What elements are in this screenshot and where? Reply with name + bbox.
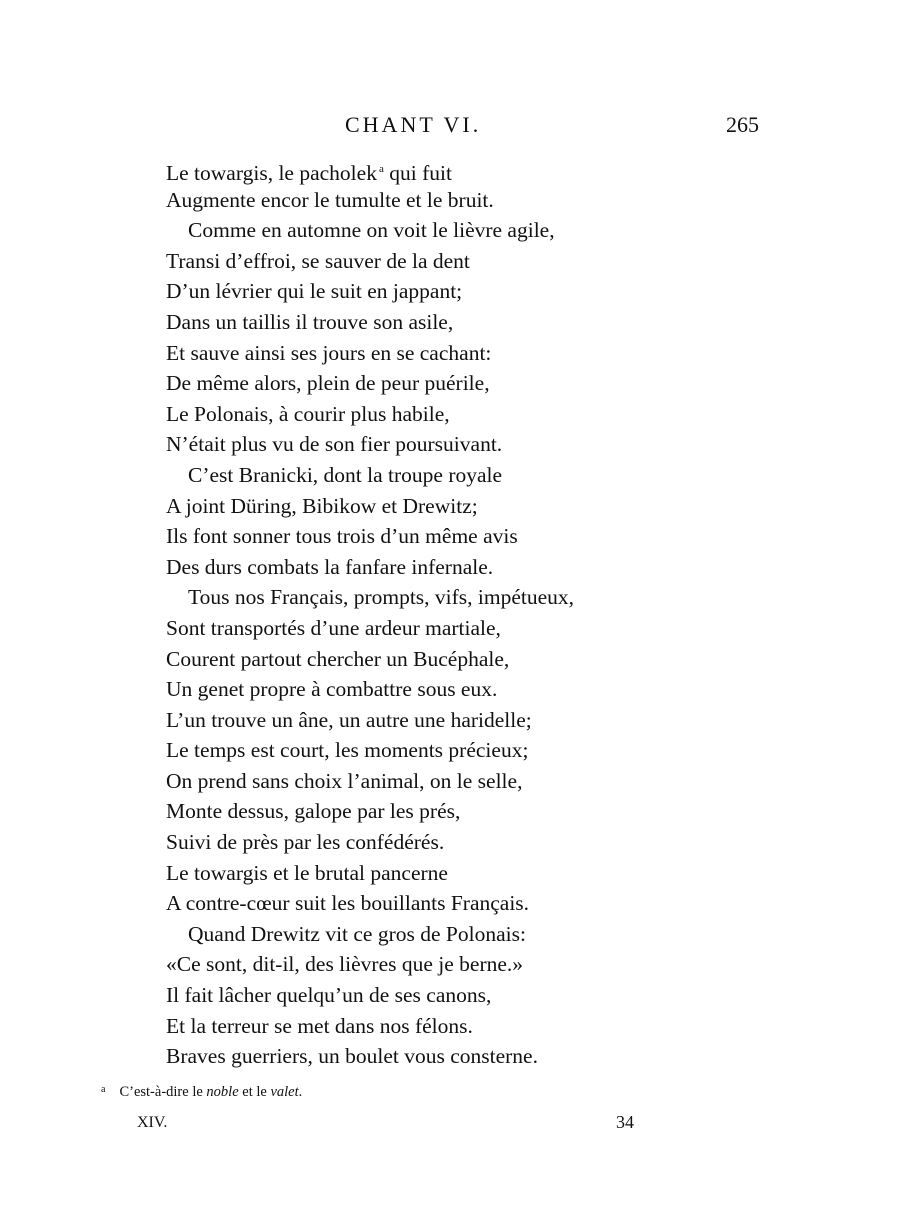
- verse-text: Augmente encor le tumulte et le bruit.: [166, 187, 494, 212]
- verse-text: «Ce sont, dit-il, des lièvres que je berne.»: [166, 952, 524, 977]
- verse-text: Le towargis et le brutal pancerne: [166, 860, 448, 885]
- footnote-marker: a: [378, 163, 384, 175]
- verse-line: [166, 338, 686, 369]
- running-head: [0, 112, 900, 142]
- verse-line: [166, 521, 686, 552]
- verse-text: Quand Drewitz vit ce gros de Polonais:: [188, 921, 526, 946]
- footnote-prefix: C’est-à-dire le: [119, 1084, 207, 1100]
- verse-line: [166, 674, 686, 705]
- verse-line: [166, 1011, 686, 1042]
- verse-text: Suivi de près par les confédérés.: [166, 830, 445, 855]
- verse-line: [166, 705, 686, 736]
- verse-text: Le Polonais, à courir plus habile,: [166, 401, 450, 426]
- verse-text: Braves guerriers, un boulet vous consterne.: [166, 1044, 538, 1069]
- verse-text: N’était plus vu de son fier poursuivant.: [166, 432, 503, 457]
- verse-line: [166, 766, 686, 797]
- verse-line: [166, 919, 686, 950]
- verse-text: Comme en automne on voit le lièvre agile,: [188, 218, 555, 243]
- verse-text: Il fait lâcher quelqu’un de ses canons,: [166, 983, 492, 1008]
- footnote-letter: a: [101, 1084, 106, 1095]
- verse-text: On prend sans choix l’animal, on le selle,: [166, 768, 523, 793]
- verse-text: Transi d’effroi, se sauver de la dent: [166, 248, 470, 273]
- verse-text: Le towargis, le pacholek: [166, 161, 377, 185]
- verse-line: [166, 460, 686, 491]
- verse-text-continued: qui fuit: [383, 161, 452, 185]
- verse-text: Et sauve ainsi ses jours en se cachant:: [166, 340, 492, 365]
- chapter-title: CHANT VI.: [345, 112, 482, 137]
- footnote-word-valet: valet: [270, 1084, 299, 1100]
- verse-line: [166, 185, 686, 216]
- verse-text: Un genet propre à combattre sous eux.: [166, 677, 498, 702]
- sheet-number: 34: [616, 1112, 634, 1132]
- signature-mark: XIV.: [137, 1114, 168, 1131]
- verse-line: [166, 613, 686, 644]
- verse-line: [166, 888, 686, 919]
- verse-line: [166, 307, 686, 338]
- verse-line: [166, 644, 686, 675]
- verse-line: [166, 827, 686, 858]
- poem-body: [166, 154, 686, 1072]
- verse-text: Et la terreur se met dans nos félons.: [166, 1013, 473, 1038]
- verse-line: [166, 796, 686, 827]
- verse-text: Ils font sonner tous trois d’un même avis: [166, 524, 518, 549]
- verse-text: A contre-cœur suit les bouillants Français.: [166, 891, 530, 916]
- verse-line: [166, 582, 686, 613]
- verse-text: De même alors, plein de peur puérile,: [166, 371, 490, 396]
- verse-text: A joint Düring, Bibikow et Drewitz;: [166, 493, 478, 518]
- page-number: 265: [726, 112, 759, 137]
- footnote: [101, 1084, 302, 1101]
- footnote-suffix: .: [298, 1084, 303, 1100]
- verse-line: [166, 552, 686, 583]
- verse-line: [166, 154, 686, 185]
- verse-text: Le temps est court, les moments précieux;: [166, 738, 529, 763]
- verse-text: Des durs combats la fanfare infernale.: [166, 554, 494, 579]
- verse-text: Monte dessus, galope par les prés,: [166, 799, 461, 824]
- verse-line: [166, 276, 686, 307]
- verse-line: [166, 949, 686, 980]
- verse-text: L’un trouve un âne, un autre une haridelle;: [166, 707, 532, 732]
- verse-line: [166, 215, 686, 246]
- verse-text: Sont transportés d’une ardeur martiale,: [166, 615, 501, 640]
- verse-text: Tous nos Français, prompts, vifs, impétueux,: [188, 585, 575, 610]
- verse-line: [166, 858, 686, 889]
- verse-line: [166, 1041, 686, 1072]
- verse-text: C’est Branicki, dont la troupe royale: [188, 462, 503, 487]
- verse-line: [166, 368, 686, 399]
- verse-line: [166, 735, 686, 766]
- verse-line: [166, 246, 686, 277]
- verse-line: [166, 980, 686, 1011]
- verse-line: [166, 491, 686, 522]
- verse-text: Dans un taillis il trouve son asile,: [166, 309, 454, 334]
- verse-line: [166, 429, 686, 460]
- footnote-word-noble: noble: [206, 1084, 239, 1100]
- footnote-middle: et le: [238, 1084, 271, 1100]
- verse-text: Courent partout chercher un Bucéphale,: [166, 646, 510, 671]
- verse-line: [166, 399, 686, 430]
- verse-text: D’un lévrier qui le suit en jappant;: [166, 279, 463, 304]
